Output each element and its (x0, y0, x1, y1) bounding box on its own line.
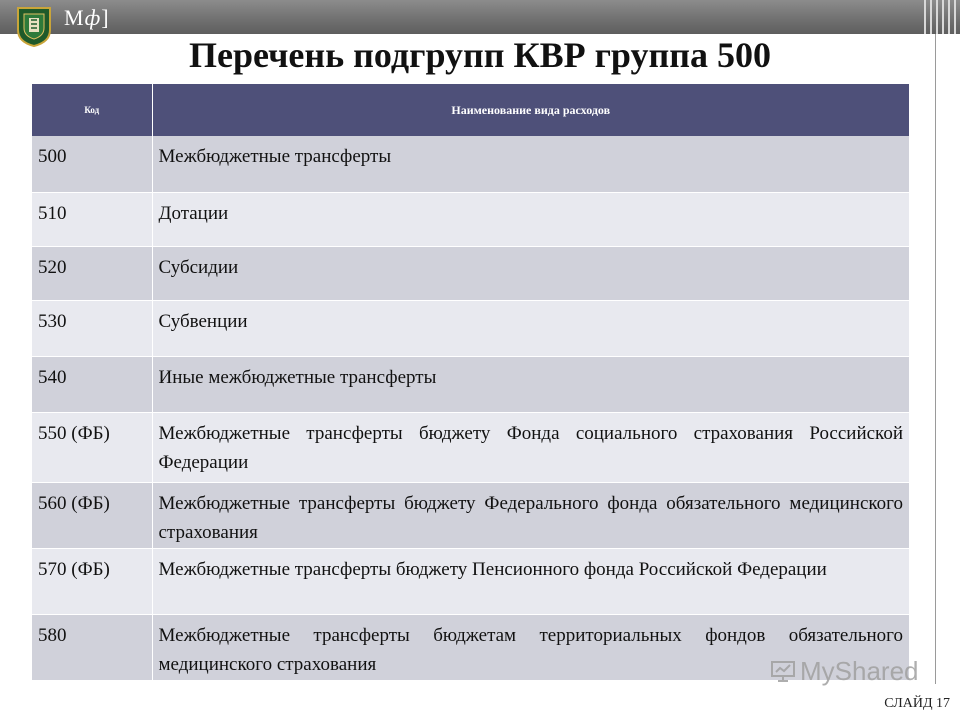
table-row (32, 246, 910, 300)
cell-name: Иные межбюджетные трансферты (152, 356, 910, 412)
table-row (32, 300, 910, 356)
cell-code: 500 (32, 136, 152, 192)
brand-italic: ф (84, 5, 102, 30)
cell-code: 530 (32, 300, 152, 356)
decorative-stripes (920, 0, 960, 34)
table-body (32, 136, 910, 680)
cell-code: 580 (32, 614, 152, 680)
brand-logo (64, 5, 110, 31)
cell-name: Межбюджетные трансферты (152, 136, 910, 192)
right-divider (935, 34, 936, 684)
table-row (32, 136, 910, 192)
cell-name: Межбюджетные трансферты бюджету Пенсионного фонда Российской Федерации (152, 548, 910, 614)
cell-code: 550 (ФБ) (32, 412, 152, 482)
presentation-icon (770, 660, 796, 682)
cell-code: 560 (ФБ) (32, 482, 152, 548)
table-row (32, 548, 910, 614)
table-row (32, 482, 910, 548)
cell-name: Межбюджетные трансферты бюджету Фонда социального страхования Российской Федерации (152, 412, 910, 482)
top-bar (0, 0, 960, 34)
brand-prefix: М (64, 5, 85, 30)
kvr-table (32, 84, 910, 681)
table-row (32, 412, 910, 482)
column-header-name: Наименование вида расходов (152, 84, 910, 136)
cell-code: 570 (ФБ) (32, 548, 152, 614)
cell-code: 520 (32, 246, 152, 300)
cell-code: 510 (32, 192, 152, 246)
cell-name: Межбюджетные трансферты бюджетам территориальных фондов обязательного медицинского страхования (152, 614, 910, 680)
table-row (32, 192, 910, 246)
cell-name: Субсидии (152, 246, 910, 300)
slide-title: Перечень подгрупп КВР группа 500 (189, 35, 771, 75)
cell-code: 540 (32, 356, 152, 412)
cell-name: Дотации (152, 192, 910, 246)
brand-suffix: ] (101, 5, 110, 30)
cell-name: Субвенции (152, 300, 910, 356)
table-header-row (32, 84, 910, 136)
column-header-code: Код (32, 84, 152, 136)
cell-name: Межбюджетные трансферты бюджету Федерального фонда обязательного медицинского страхования (152, 482, 910, 548)
watermark (770, 656, 919, 687)
slide-number: СЛАЙД 17 (884, 696, 950, 711)
watermark-text: MyShared (800, 656, 919, 686)
table-row (32, 356, 910, 412)
